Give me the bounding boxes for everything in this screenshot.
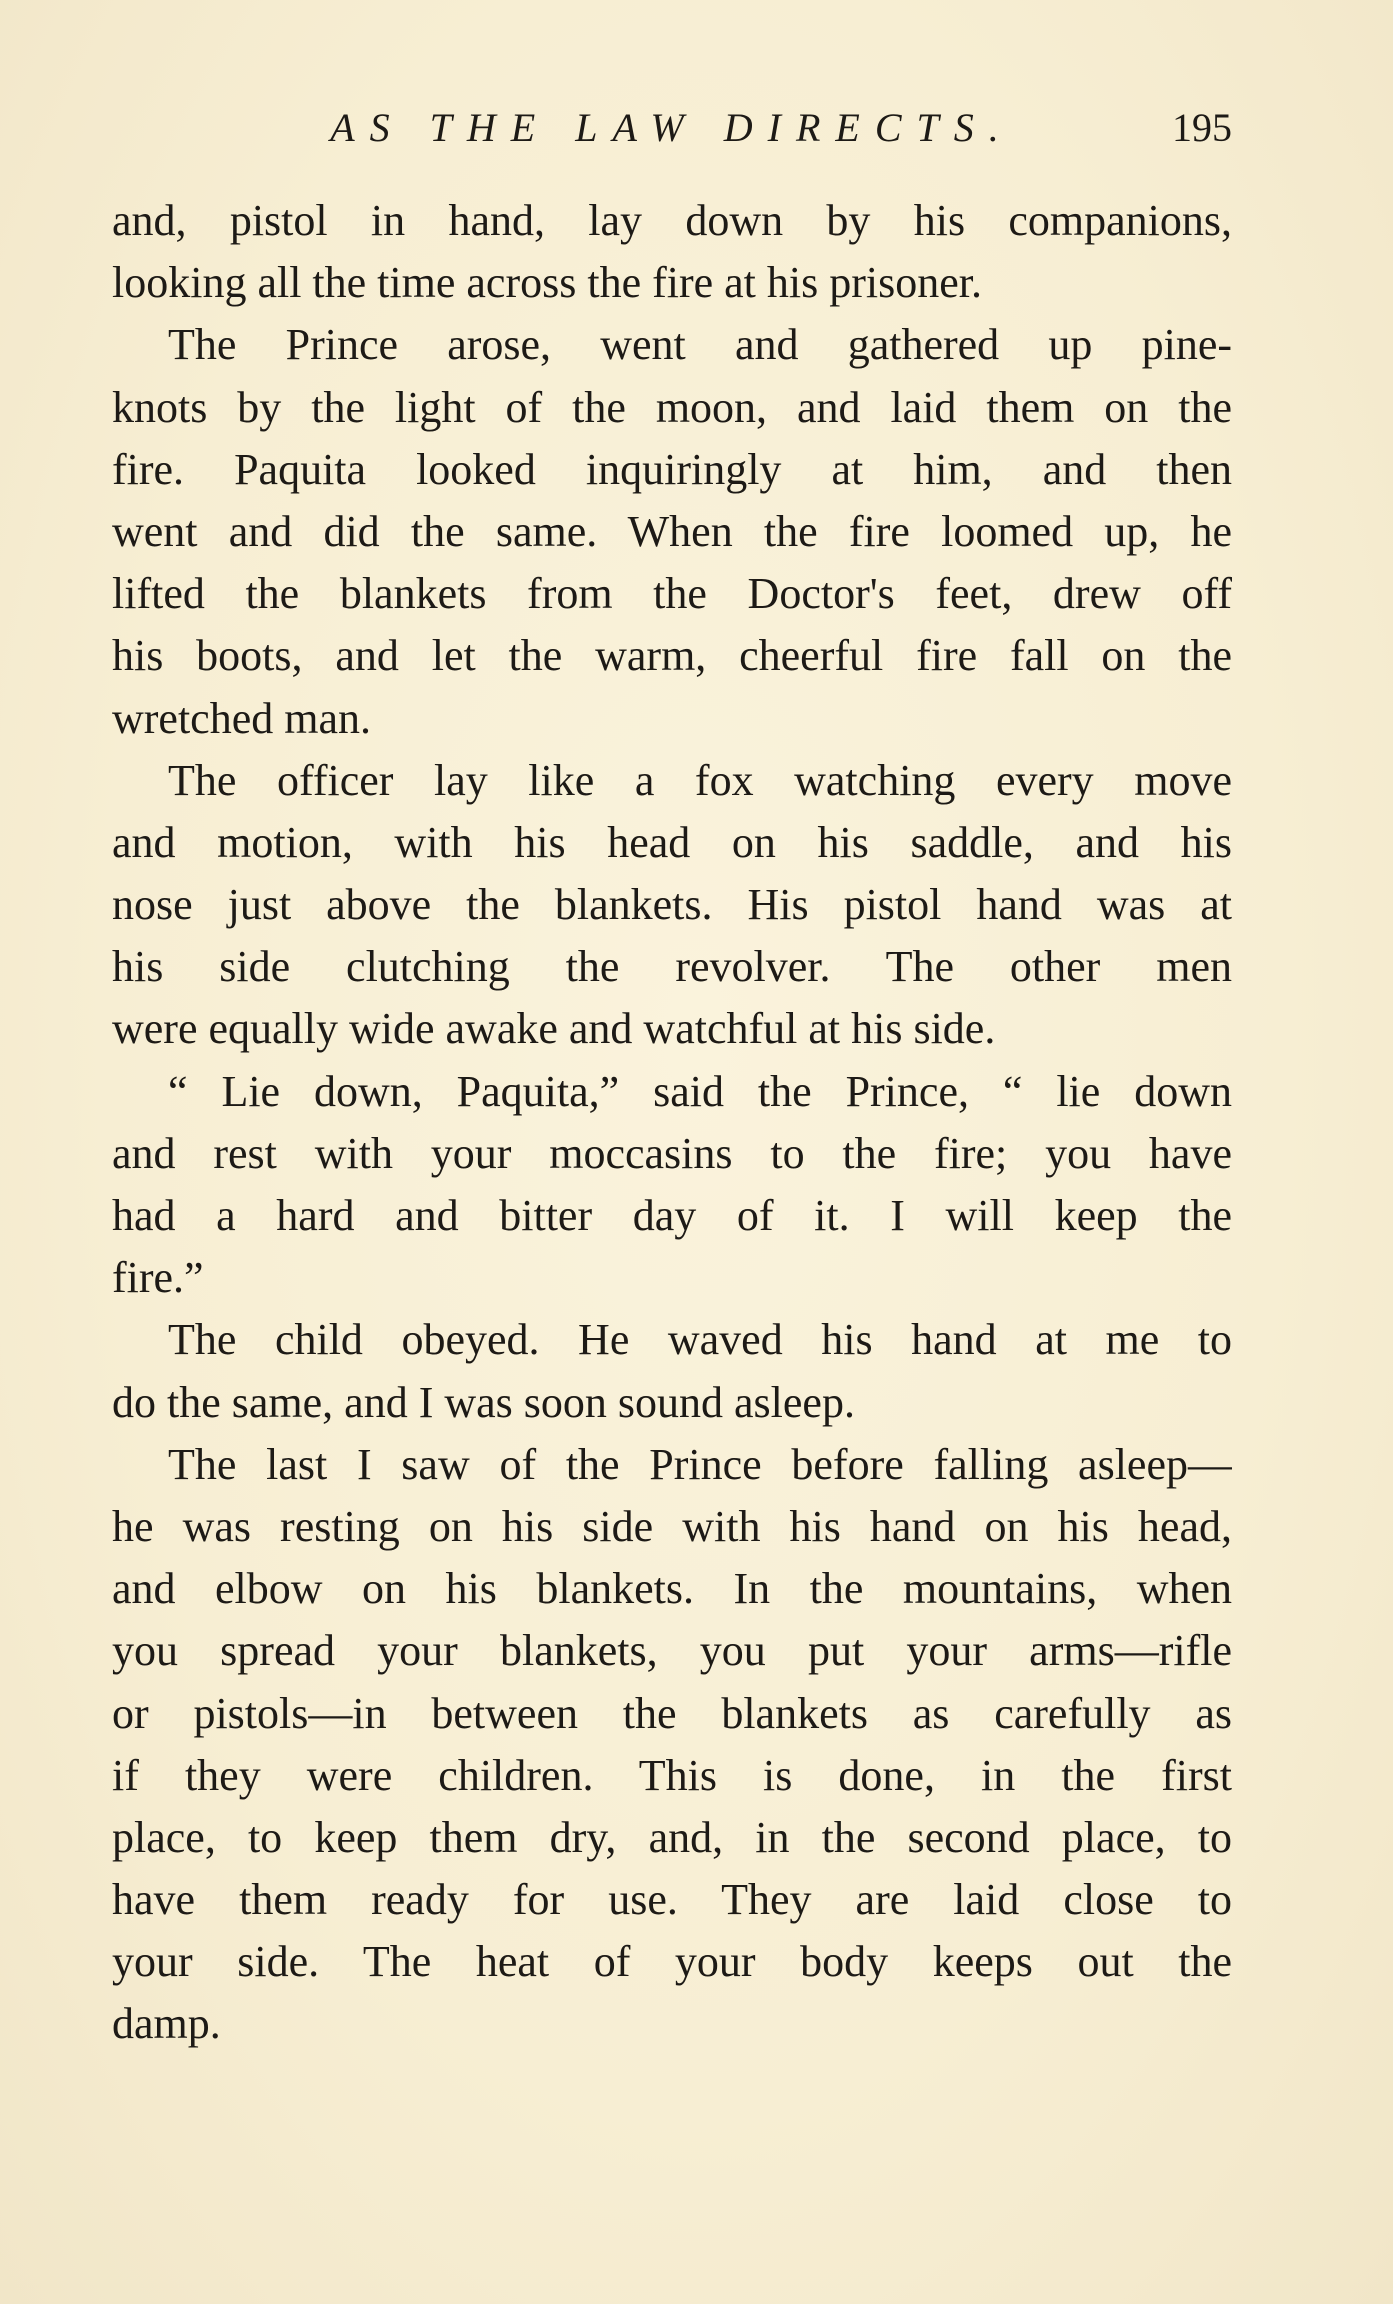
- text-line: and rest with your moccasins to the fire; you have: [112, 1128, 1232, 1178]
- text-line: or pistols—in between the blankets as carefully as: [112, 1688, 1232, 1738]
- text-line: do the same, and I was soon sound asleep.: [112, 1377, 855, 1427]
- text-line: went and did the same. When the fire loomed up, he: [112, 506, 1232, 556]
- text-line: place, to keep them dry, and, in the second place, to: [112, 1812, 1232, 1862]
- text-line: his boots, and let the warm, cheerful fire fall on the: [112, 631, 1232, 681]
- body-text: [112, 190, 1232, 2056]
- text-line: nose just above the blankets. His pistol hand was at: [112, 880, 1232, 930]
- text-line: looking all the time across the fire at his prisoner.: [112, 258, 983, 308]
- text-line: you spread your blankets, you put your arms—rifle: [112, 1626, 1232, 1676]
- text-line: lifted the blankets from the Doctor's feet, drew off: [112, 569, 1232, 619]
- running-title: AS THE LAW DIRECTS.: [330, 105, 1014, 150]
- text-line: had a hard and bitter day of it. I will keep the: [112, 1191, 1232, 1240]
- text-line: fire.”: [112, 1253, 204, 1303]
- text-line: The child obeyed. He waved his hand at me to: [168, 1315, 1232, 1365]
- text-line: wretched man.: [112, 693, 371, 743]
- text-line: The officer lay like a fox watching every move: [168, 755, 1232, 805]
- text-line: and, pistol in hand, lay down by his companions,: [112, 196, 1232, 245]
- text-line: knots by the light of the moon, and laid them on the: [112, 382, 1232, 432]
- text-line: were equally wide awake and watchful at his side.: [112, 1004, 996, 1054]
- text-line: The Prince arose, went and gathered up pine-: [168, 320, 1232, 370]
- text-line: fire. Paquita looked inquiringly at him, and then: [112, 444, 1232, 494]
- text-line: “ Lie down, Paquita,” said the Prince, “ lie down: [168, 1066, 1232, 1116]
- text-line: if they were children. This is done, in the first: [112, 1750, 1232, 1800]
- text-line: and motion, with his head on his saddle, and his: [112, 817, 1232, 867]
- text-line: his side clutching the revolver. The other men: [112, 942, 1232, 992]
- text-line: have them ready for use. They are laid close to: [112, 1875, 1232, 1925]
- text-line: The last I saw of the Prince before falling asleep—: [168, 1439, 1232, 1489]
- running-head: [112, 98, 1232, 158]
- text-line: damp.: [112, 1999, 221, 2049]
- text-line: your side. The heat of your body keeps out the: [112, 1937, 1232, 1987]
- text-line: and elbow on his blankets. In the mountains, when: [112, 1564, 1232, 1614]
- text-line: he was resting on his side with his hand on his head,: [112, 1501, 1232, 1551]
- page-number: 195: [1172, 105, 1232, 150]
